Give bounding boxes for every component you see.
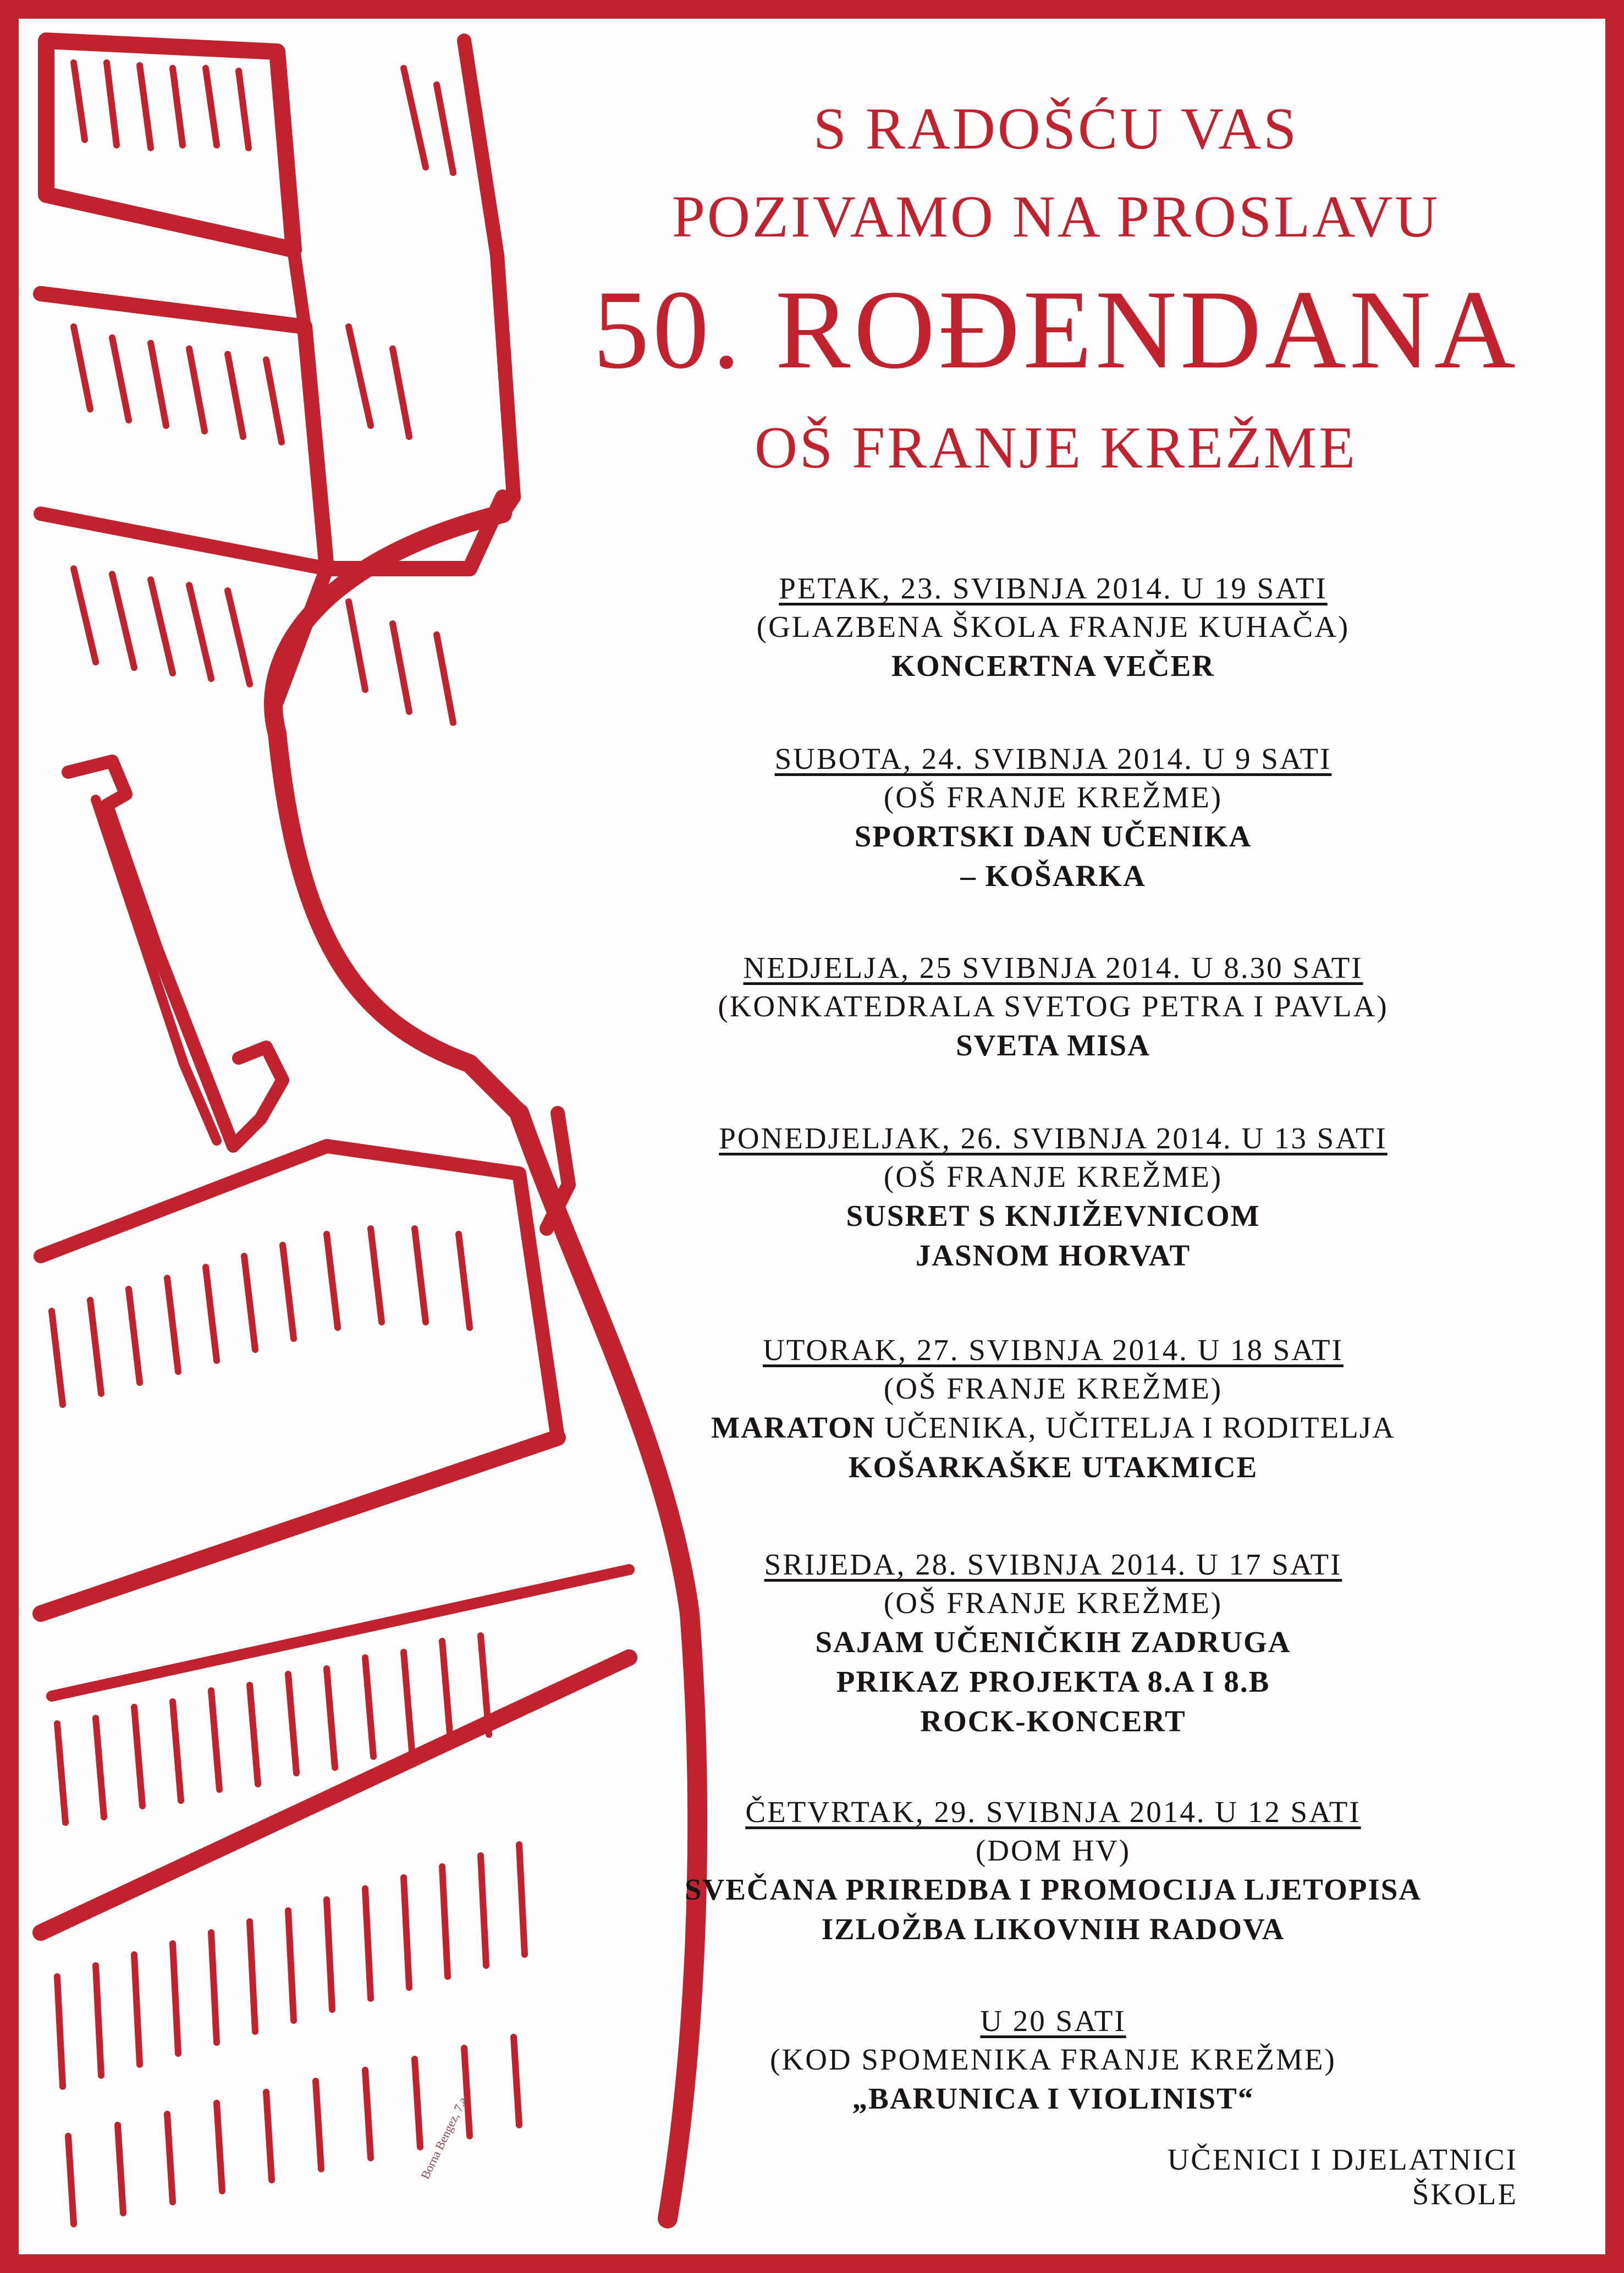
event-title: PRIKAZ PROJEKTA 8.A I 8.B: [836, 1665, 1270, 1698]
event-thursday-evening: [676, 2002, 1430, 2118]
event-wednesday: [676, 1545, 1430, 1741]
heading-line-2: POZIVAMO NA PROSLAVU: [671, 184, 1440, 250]
heading-anniversary: 50. ROĐENDANA: [593, 267, 1519, 392]
event-title: SUSRET S KNJIŽEVNICOM: [846, 1199, 1260, 1232]
event-venue: (KONKATEDRALA SVETOG PETRA I PAVLA): [718, 989, 1389, 1023]
event-date: UTORAK, 27. SVIBNJA 2014. U 18 SATI: [763, 1333, 1344, 1367]
heading-line-1: S RADOŠĆU VAS: [813, 96, 1299, 162]
event-venue: (GLAZBENA ŠKOLA FRANJE KUHAČA): [756, 610, 1350, 643]
event-venue: (OŠ FRANJE KREŽME): [883, 1160, 1223, 1193]
event-sunday: [676, 949, 1430, 1065]
event-venue: (OŠ FRANJE KREŽME): [883, 1586, 1223, 1620]
event-title-plain: UČENIKA, UČITELJA I RODITELJA: [876, 1411, 1395, 1444]
event-title-mixed: [676, 1408, 1430, 1448]
event-title: „BARUNICA I VIOLINIST“: [852, 2082, 1254, 2115]
event-title: KONCERTNA VEČER: [891, 649, 1215, 683]
event-date: SRIJEDA, 28. SVIBNJA 2014. U 17 SATI: [764, 1548, 1342, 1581]
heading-school-name: OŠ FRANJE KREŽME: [754, 415, 1358, 481]
footer-signoff: UČENICI I DJELATNICI ŠKOLE: [1167, 2143, 1518, 2211]
event-title: JASNOM HORVAT: [915, 1239, 1191, 1272]
event-friday: [676, 569, 1430, 686]
event-title: SPORTSKI DAN UČENIKA: [854, 819, 1252, 853]
event-title-bold: MARATON: [711, 1411, 876, 1444]
event-saturday: [676, 740, 1430, 896]
event-title: – KOŠARKA: [960, 859, 1146, 893]
event-date: NEDJELJA, 25 SVIBNJA 2014. U 8.30 SATI: [743, 951, 1363, 984]
event-title: SVEČANA PRIREDBA I PROMOCIJA LJETOPISA: [684, 1873, 1422, 1906]
event-venue: (KOD SPOMENIKA FRANJE KREŽME): [770, 2043, 1336, 2076]
artist-signature: Borna Bengez, 7.a: [418, 2094, 470, 2181]
event-title: IZLOŽBA LIKOVNIH RADOVA: [821, 1912, 1285, 1946]
event-date: PONEDJELJAK, 26. SVIBNJA 2014. U 13 SATI: [719, 1121, 1388, 1155]
event-venue: (OŠ FRANJE KREŽME): [883, 780, 1223, 814]
event-venue: (OŠ FRANJE KREŽME): [883, 1372, 1223, 1405]
event-monday: [676, 1119, 1430, 1275]
event-thursday: [676, 1793, 1430, 1949]
event-title: SVETA MISA: [956, 1028, 1150, 1062]
event-tuesday: [676, 1331, 1430, 1487]
event-date: PETAK, 23. SVIBNJA 2014. U 19 SATI: [779, 571, 1328, 605]
event-title: SAJAM UČENIČKIH ZADRUGA: [815, 1625, 1291, 1659]
event-title: ROCK-KONCERT: [920, 1704, 1186, 1738]
event-date: ČETVRTAK, 29. SVIBNJA 2014. U 12 SATI: [745, 1795, 1361, 1829]
event-date: U 20 SATI: [980, 2004, 1126, 2038]
event-date: SUBOTA, 24. SVIBNJA 2014. U 9 SATI: [774, 742, 1332, 775]
event-venue: (DOM HV): [975, 1834, 1131, 1867]
event-title: KOŠARKAŠKE UTAKMICE: [848, 1450, 1258, 1484]
